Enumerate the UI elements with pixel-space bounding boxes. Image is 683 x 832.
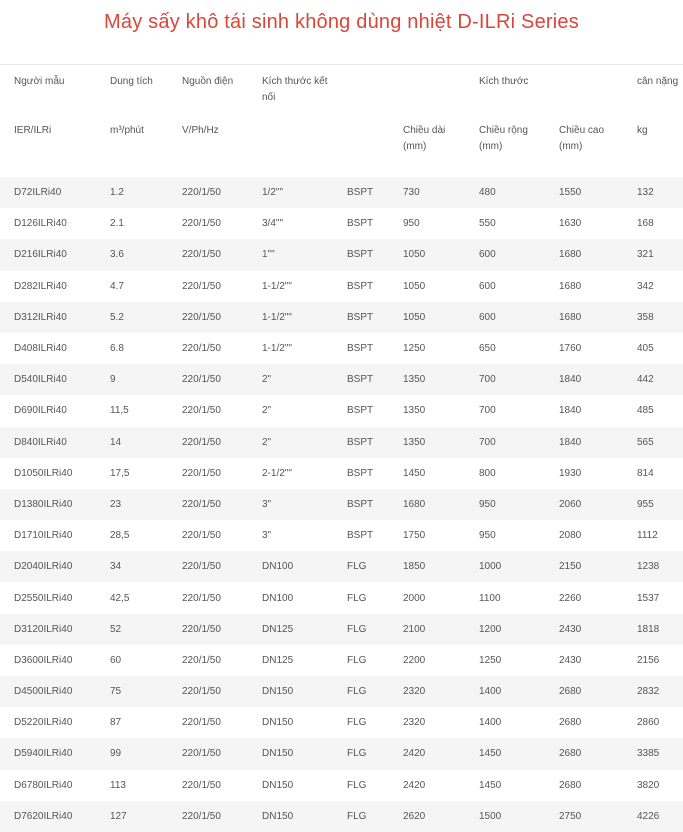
table-cell: D840ILRi40	[0, 427, 96, 458]
table-cell: 220/1/50	[168, 645, 248, 676]
table-cell: 220/1/50	[168, 489, 248, 520]
table-cell: 220/1/50	[168, 271, 248, 302]
table-cell: 3/4""	[248, 208, 333, 239]
header-row-1	[0, 65, 683, 122]
table-cell: D5220ILRi40	[0, 707, 96, 738]
table-row	[0, 333, 683, 364]
subheader-cell: Chiều rộng (mm)	[479, 125, 528, 152]
header-cell: Nguồn điện	[168, 65, 248, 122]
table-cell: 2"	[248, 427, 333, 458]
table-cell: D2040ILRi40	[0, 551, 96, 582]
table-cell: 2320	[389, 707, 465, 738]
table-cell: 1000	[465, 551, 545, 582]
table-cell: 220/1/50	[168, 582, 248, 613]
table-cell: 1050	[389, 239, 465, 270]
table-cell: DN150	[248, 676, 333, 707]
table-cell: 42,5	[96, 582, 168, 613]
table-cell: 480	[465, 177, 545, 208]
table-cell: FLG	[333, 707, 389, 738]
header-cell: cân nặng	[623, 65, 683, 122]
table-cell: 1680	[545, 239, 623, 270]
table-cell: 1930	[545, 458, 623, 489]
table-cell: 220/1/50	[168, 801, 248, 832]
table-cell: 2620	[389, 801, 465, 832]
header-cell: Dung tích	[96, 65, 168, 122]
table-cell: 342	[623, 271, 683, 302]
table-cell: BSPT	[333, 520, 389, 551]
table-cell: 1112	[623, 520, 683, 551]
table-cell: 2100	[389, 614, 465, 645]
table-cell: FLG	[333, 676, 389, 707]
subheader-cell	[333, 121, 389, 177]
table-cell: 2430	[545, 645, 623, 676]
table-row	[0, 239, 683, 270]
table-cell: 220/1/50	[168, 239, 248, 270]
table-cell: 220/1/50	[168, 333, 248, 364]
table-cell: 2430	[545, 614, 623, 645]
table-cell: 2080	[545, 520, 623, 551]
table-cell: BSPT	[333, 395, 389, 426]
table-cell: 600	[465, 239, 545, 270]
table-cell: 2260	[545, 582, 623, 613]
table-cell: 1760	[545, 333, 623, 364]
table-cell: 220/1/50	[168, 707, 248, 738]
table-cell: 1840	[545, 427, 623, 458]
table-cell: 99	[96, 738, 168, 769]
table-cell: 3.6	[96, 239, 168, 270]
page-title: Máy sấy khô tái sinh không dùng nhiệt D-ILRi Series	[104, 11, 579, 33]
table-cell: D1710ILRi40	[0, 520, 96, 551]
table-cell: 28,5	[96, 520, 168, 551]
table-cell: BSPT	[333, 177, 389, 208]
table-cell: 2680	[545, 738, 623, 769]
table-cell: 800	[465, 458, 545, 489]
table-row	[0, 551, 683, 582]
table-cell: 600	[465, 271, 545, 302]
table-cell: 1400	[465, 707, 545, 738]
table-cell: 1680	[545, 302, 623, 333]
table-row	[0, 707, 683, 738]
table-cell: 1-1/2""	[248, 271, 333, 302]
table-cell: 950	[465, 489, 545, 520]
table-cell: 2750	[545, 801, 623, 832]
table-cell: 220/1/50	[168, 458, 248, 489]
table-cell: 1350	[389, 364, 465, 395]
table-cell: 2"	[248, 395, 333, 426]
table-cell: 2060	[545, 489, 623, 520]
table-cell: 168	[623, 208, 683, 239]
table-cell: 1250	[465, 645, 545, 676]
table-cell: 950	[389, 208, 465, 239]
table-row	[0, 427, 683, 458]
table-cell: DN150	[248, 738, 333, 769]
table-cell: 1750	[389, 520, 465, 551]
table-cell: D312ILRi40	[0, 302, 96, 333]
table-cell: 1840	[545, 395, 623, 426]
subheader-cell: kg	[637, 125, 648, 136]
table-cell: BSPT	[333, 333, 389, 364]
subheader-cell: IER/ILRi	[14, 125, 52, 136]
table-cell: D4500ILRi40	[0, 676, 96, 707]
table-cell: 132	[623, 177, 683, 208]
table-cell: 5.2	[96, 302, 168, 333]
table-cell: 1537	[623, 582, 683, 613]
table-cell: 1238	[623, 551, 683, 582]
table-cell: DN125	[248, 614, 333, 645]
table-cell: DN100	[248, 582, 333, 613]
table-cell: 9	[96, 364, 168, 395]
table-cell: 1450	[465, 738, 545, 769]
table-cell: 405	[623, 333, 683, 364]
table-cell: 2680	[545, 676, 623, 707]
table-row	[0, 177, 683, 208]
table-cell: 2860	[623, 707, 683, 738]
table-cell: 220/1/50	[168, 614, 248, 645]
table-cell: 17,5	[96, 458, 168, 489]
table-cell: 220/1/50	[168, 177, 248, 208]
table-cell: 1050	[389, 271, 465, 302]
table-cell: BSPT	[333, 427, 389, 458]
table-row	[0, 395, 683, 426]
table-cell: D7620ILRi40	[0, 801, 96, 832]
table-cell: 2680	[545, 770, 623, 801]
table-cell: D2550ILRi40	[0, 582, 96, 613]
table-cell: 1400	[465, 676, 545, 707]
table-cell: 1350	[389, 395, 465, 426]
table-row	[0, 676, 683, 707]
table-cell: 550	[465, 208, 545, 239]
table-cell: 1818	[623, 614, 683, 645]
table-cell: 4.7	[96, 271, 168, 302]
table-cell: 442	[623, 364, 683, 395]
table-cell: BSPT	[333, 364, 389, 395]
table-cell: 2000	[389, 582, 465, 613]
table-cell: FLG	[333, 645, 389, 676]
table-cell: D216ILRi40	[0, 239, 96, 270]
table-cell: 6.8	[96, 333, 168, 364]
table-row	[0, 458, 683, 489]
table-cell: 1""	[248, 239, 333, 270]
table-cell: 3820	[623, 770, 683, 801]
table-cell: 1450	[389, 458, 465, 489]
header-cell	[333, 65, 389, 122]
table-cell: 1100	[465, 582, 545, 613]
table-cell: 2-1/2""	[248, 458, 333, 489]
table-cell: 4226	[623, 801, 683, 832]
table-cell: 1850	[389, 551, 465, 582]
table-cell: 220/1/50	[168, 738, 248, 769]
table-cell: DN150	[248, 770, 333, 801]
table-cell: 485	[623, 395, 683, 426]
table-cell: 220/1/50	[168, 395, 248, 426]
table-cell: 2680	[545, 707, 623, 738]
spec-table	[0, 64, 683, 832]
header-cell	[545, 65, 623, 122]
table-row	[0, 208, 683, 239]
table-cell: 220/1/50	[168, 770, 248, 801]
table-cell: FLG	[333, 614, 389, 645]
table-cell: 1450	[465, 770, 545, 801]
table-cell: DN150	[248, 801, 333, 832]
subheader-cell: Chiều dài (mm)	[403, 125, 446, 152]
table-cell: 955	[623, 489, 683, 520]
table-cell: BSPT	[333, 302, 389, 333]
table-cell: 220/1/50	[168, 676, 248, 707]
table-cell: 113	[96, 770, 168, 801]
table-cell: FLG	[333, 551, 389, 582]
table-cell: FLG	[333, 738, 389, 769]
table-row	[0, 302, 683, 333]
table-cell: D6780ILRi40	[0, 770, 96, 801]
table-cell: 600	[465, 302, 545, 333]
table-row	[0, 614, 683, 645]
table-cell: 1.2	[96, 177, 168, 208]
table-cell: D3120ILRi40	[0, 614, 96, 645]
table-cell: D408ILRi40	[0, 333, 96, 364]
table-cell: 87	[96, 707, 168, 738]
table-cell: 1200	[465, 614, 545, 645]
table-cell: 1-1/2""	[248, 302, 333, 333]
subheader-cell: Chiều cao (mm)	[559, 125, 605, 152]
table-cell: 1250	[389, 333, 465, 364]
table-cell: D690ILRi40	[0, 395, 96, 426]
table-cell: 220/1/50	[168, 208, 248, 239]
table-cell: 3"	[248, 489, 333, 520]
table-cell: 2200	[389, 645, 465, 676]
table-cell: D126ILRi40	[0, 208, 96, 239]
table-cell: 2150	[545, 551, 623, 582]
header-cell: Người mẫu	[0, 65, 96, 122]
table-cell: 358	[623, 302, 683, 333]
table-cell: 1050	[389, 302, 465, 333]
table-cell: 650	[465, 333, 545, 364]
table-cell: 950	[465, 520, 545, 551]
table-cell: 2420	[389, 770, 465, 801]
header-row-2	[0, 121, 683, 177]
table-cell: DN100	[248, 551, 333, 582]
table-cell: FLG	[333, 582, 389, 613]
table-cell: D1380ILRi40	[0, 489, 96, 520]
table-row	[0, 520, 683, 551]
table-cell: 220/1/50	[168, 302, 248, 333]
table-cell: DN125	[248, 645, 333, 676]
table-cell: 220/1/50	[168, 427, 248, 458]
table-cell: D3600ILRi40	[0, 645, 96, 676]
table-cell: 1630	[545, 208, 623, 239]
table-cell: BSPT	[333, 239, 389, 270]
table-cell: 2.1	[96, 208, 168, 239]
table-cell: 2832	[623, 676, 683, 707]
table-cell: 1350	[389, 427, 465, 458]
table-cell: D5940ILRi40	[0, 738, 96, 769]
table-row	[0, 738, 683, 769]
table-cell: BSPT	[333, 208, 389, 239]
table-cell: 2420	[389, 738, 465, 769]
table-row	[0, 801, 683, 832]
table-cell: 75	[96, 676, 168, 707]
table-cell: BSPT	[333, 489, 389, 520]
table-cell: 14	[96, 427, 168, 458]
table-cell: 565	[623, 427, 683, 458]
table-cell: 1-1/2""	[248, 333, 333, 364]
table-cell: 2156	[623, 645, 683, 676]
table-cell: 3"	[248, 520, 333, 551]
table-cell: 220/1/50	[168, 364, 248, 395]
table-cell: 1680	[545, 271, 623, 302]
table-row	[0, 271, 683, 302]
header-cell	[389, 65, 465, 122]
table-cell: FLG	[333, 770, 389, 801]
table-cell: 2320	[389, 676, 465, 707]
table-cell: FLG	[333, 801, 389, 832]
table-cell: BSPT	[333, 271, 389, 302]
table-cell: DN150	[248, 707, 333, 738]
subheader-cell: m³/phút	[110, 125, 144, 136]
table-cell: 23	[96, 489, 168, 520]
table-cell: 60	[96, 645, 168, 676]
table-cell: 1/2""	[248, 177, 333, 208]
table-row	[0, 489, 683, 520]
table-cell: 2"	[248, 364, 333, 395]
table-cell: D540ILRi40	[0, 364, 96, 395]
table-cell: D72ILRi40	[0, 177, 96, 208]
table-cell: 700	[465, 364, 545, 395]
table-cell: 814	[623, 458, 683, 489]
table-cell: 321	[623, 239, 683, 270]
table-cell: 220/1/50	[168, 520, 248, 551]
table-row	[0, 582, 683, 613]
table-cell: 127	[96, 801, 168, 832]
table-row	[0, 645, 683, 676]
table-cell: 34	[96, 551, 168, 582]
table-body	[0, 177, 683, 832]
table-cell: BSPT	[333, 458, 389, 489]
table-cell: D1050ILRi40	[0, 458, 96, 489]
table-cell: 730	[389, 177, 465, 208]
subheader-cell: V/Ph/Hz	[182, 125, 219, 136]
table-row	[0, 364, 683, 395]
table-cell: D282ILRi40	[0, 271, 96, 302]
table-cell: 1680	[389, 489, 465, 520]
table-row	[0, 770, 683, 801]
table-header	[0, 65, 683, 178]
table-cell: 700	[465, 395, 545, 426]
table-cell: 11,5	[96, 395, 168, 426]
table-cell: 52	[96, 614, 168, 645]
header-cell: Kích thước kết nối	[248, 65, 333, 122]
table-cell: 220/1/50	[168, 551, 248, 582]
table-cell: 1840	[545, 364, 623, 395]
header-cell: Kích thước	[465, 65, 545, 122]
table-cell: 1550	[545, 177, 623, 208]
subheader-cell	[248, 121, 333, 177]
table-cell: 700	[465, 427, 545, 458]
table-cell: 1500	[465, 801, 545, 832]
table-cell: 3385	[623, 738, 683, 769]
